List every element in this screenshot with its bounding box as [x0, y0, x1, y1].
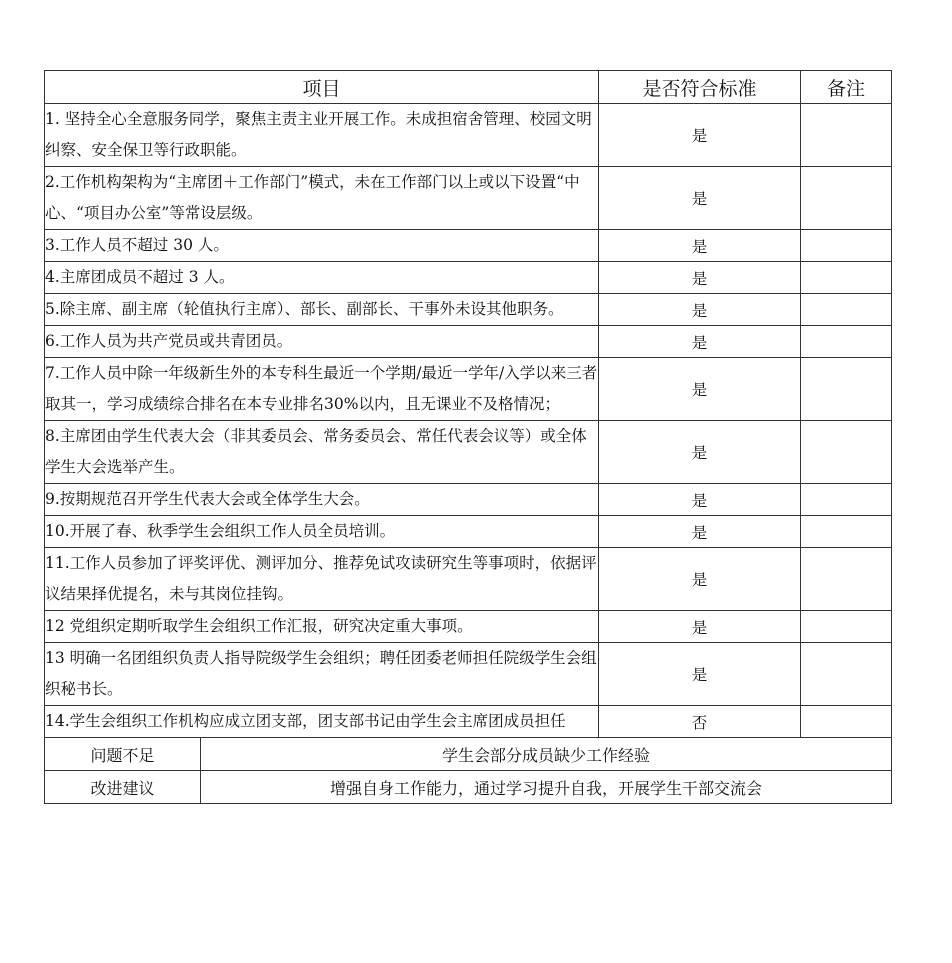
row-result: 是: [599, 294, 801, 326]
row-item-text: 3.工作人员不超过 30 人。: [45, 230, 599, 262]
row-item-text: 12 党组织定期听取学生会组织工作汇报，研究决定重大事项。: [45, 611, 599, 643]
row-result: 是: [599, 611, 801, 643]
row-result: 是: [599, 326, 801, 358]
table-row: [45, 104, 892, 167]
suggestions-value: 增强自身工作能力，通过学习提升自我，开展学生干部交流会: [201, 771, 892, 804]
row-result: 是: [599, 262, 801, 294]
table-row: [45, 230, 892, 262]
table-row: [45, 326, 892, 358]
row-note: [801, 167, 892, 230]
row-note: [801, 358, 892, 421]
table-row: [45, 167, 892, 230]
row-result: 是: [599, 484, 801, 516]
row-item-text: 5.除主席、副主席（轮值执行主席）、部长、副部长、干事外未设其他职务。: [45, 294, 599, 326]
header-row: [45, 71, 892, 104]
header-meets-standard: 是否符合标准: [599, 71, 801, 104]
row-item-text: 13 明确一名团组织负责人指导院级学生会组织；聘任团委老师担任院级学生会组织秘书长。: [45, 643, 599, 706]
table-row: [45, 548, 892, 611]
problems-label: 问题不足: [45, 738, 201, 771]
table-row: [45, 421, 892, 484]
row-result: 是: [599, 230, 801, 262]
problems-value: 学生会部分成员缺少工作经验: [201, 738, 892, 771]
row-note: [801, 548, 892, 611]
row-item-text: 11.工作人员参加了评奖评优、测评加分、推荐免试攻读研究生等事项时，依据评议结果择优提名，未与其岗位挂钩。: [45, 548, 599, 611]
row-result: 是: [599, 643, 801, 706]
table-row: [45, 294, 892, 326]
table-row: [45, 484, 892, 516]
row-note: [801, 706, 892, 738]
problems-row: [45, 738, 892, 771]
table-row: [45, 706, 892, 738]
table-row: [45, 262, 892, 294]
row-result: 是: [599, 516, 801, 548]
table-row: [45, 643, 892, 706]
row-result: 否: [599, 706, 801, 738]
row-item-text: 8.主席团由学生代表大会（非其委员会、常务委员会、常任代表会议等）或全体学生大会选举产生。: [45, 421, 599, 484]
row-result: 是: [599, 358, 801, 421]
header-item: 项目: [45, 71, 599, 104]
row-item-text: 7.工作人员中除一年级新生外的本专科生最近一个学期/最近一学年/入学以来三者取其一，学习成绩综合排名在本专业排名30%以内，且无课业不及格情况；: [45, 358, 599, 421]
row-result: 是: [599, 104, 801, 167]
row-result: 是: [599, 421, 801, 484]
row-note: [801, 326, 892, 358]
suggestions-label: 改进建议: [45, 771, 201, 804]
row-item-text: 4.主席团成员不超过 3 人。: [45, 262, 599, 294]
row-note: [801, 230, 892, 262]
row-note: [801, 611, 892, 643]
row-result: 是: [599, 167, 801, 230]
table-row: [45, 358, 892, 421]
suggestions-row: [45, 771, 892, 804]
header-notes: 备注: [801, 71, 892, 104]
row-note: [801, 104, 892, 167]
row-note: [801, 484, 892, 516]
row-item-text: 14.学生会组织工作机构应成立团支部，团支部书记由学生会主席团成员担任: [45, 706, 599, 738]
row-item-text: 2.工作机构架构为“主席团＋工作部门”模式，未在工作部门以上或以下设置“中心、“项目办公室”等常设层级。: [45, 167, 599, 230]
row-note: [801, 643, 892, 706]
row-result: 是: [599, 548, 801, 611]
row-note: [801, 294, 892, 326]
row-note: [801, 516, 892, 548]
checklist-table: [44, 70, 892, 804]
row-item-text: 6.工作人员为共产党员或共青团员。: [45, 326, 599, 358]
row-item-text: 1. 坚持全心全意服务同学，聚焦主责主业开展工作。未成担宿舍管理、校园文明纠察、安全保卫等行政职能。: [45, 104, 599, 167]
row-item-text: 9.按期规范召开学生代表大会或全体学生大会。: [45, 484, 599, 516]
row-item-text: 10.开展了春、秋季学生会组织工作人员全员培训。: [45, 516, 599, 548]
row-note: [801, 262, 892, 294]
table-row: [45, 611, 892, 643]
table-row: [45, 516, 892, 548]
row-note: [801, 421, 892, 484]
